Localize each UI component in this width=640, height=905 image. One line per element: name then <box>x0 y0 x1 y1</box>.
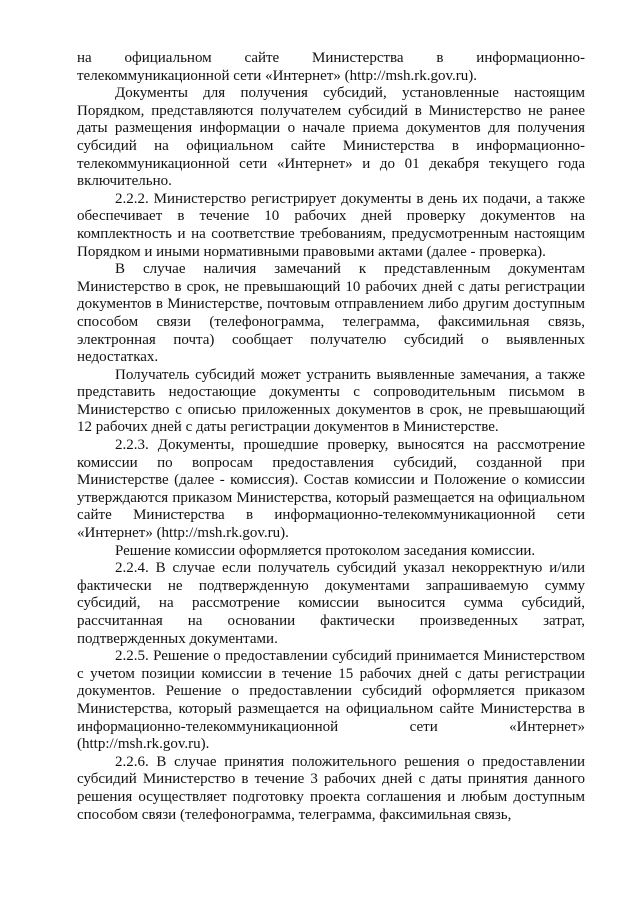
paragraph-2-2-5: 2.2.5. Решение о предоставлении субсидий принимается Министерством с учетом позиции комиссии в течение 15 рабочих дней с даты регистрации документов. Решение о предоставлении субсидий оформляется приказом Министерства, который размещается на официальном сайте Министерства в информационно-телекоммуникационной сети «Интернет» (http://msh.rk.gov.ru). <box>77 648 585 753</box>
paragraph-remarks: В случае наличия замечаний к представленным документам Министерство в срок, не превышающий 10 рабочих дней с даты регистрации документов в Министерстве, почтовым отправлением либо другим доступным способом связи (телефонограмма, телеграмма, факсимильная связь, электронная почта) сообщает получателю субсидий о выявленных недостатках. <box>77 261 585 366</box>
paragraph-continuation: на официальном сайте Министерства в информационно-телекоммуникационной сети «Интернет» (http://msh.rk.gov.ru). <box>77 50 585 84</box>
document-body <box>77 50 585 824</box>
paragraph-2-2-4: 2.2.4. В случае если получатель субсидий указал некорректную и/или фактически не подтвержденную документами запрашиваемую сумму субсидий, на рассмотрение комиссии выносится сумма субсидий, рассчитанная на основании фактически произведенных затрат, подтвержденных документами. <box>77 560 585 647</box>
paragraph-corrections: Получатель субсидий может устранить выявленные замечания, а также представить недостающие документы с сопроводительным письмом в Министерство с описью приложенных документов в срок, не превышающий 12 рабочих дней с даты регистрации документов в Министерстве. <box>77 366 585 436</box>
paragraph-commission-protocol: Решение комиссии оформляется протоколом заседания комиссии. <box>115 542 536 559</box>
paragraph-submission-deadline: Документы для получения субсидий, установленные настоящим Порядком, представляются получателем субсидий в Министерство не ранее даты размещения информации о начале приема документов для получения субсидий на официальном сайте Министерства в информационно-телекоммуникационной сети «Интернет» и до 01 декабря текущего года включительно. <box>77 85 585 190</box>
paragraph-2-2-6: 2.2.6. В случае принятия положительного решения о предоставлении субсидий Министерство в течение 3 рабочих дней с даты принятия данного решения осуществляет подготовку проекта соглашения и любым доступным способом связи (телефонограмма, телеграмма, факсимильная связь, <box>77 753 585 823</box>
paragraph-2-2-2: 2.2.2. Министерство регистрирует документы в день их подачи, а также обеспечивает в течение 10 рабочих дней проверку документов на комплектность и на соответствие требованиям, предусмотренным настоящим Порядком и иными нормативными правовыми актами (далее - проверка). <box>77 190 585 260</box>
paragraph-2-2-3: 2.2.3. Документы, прошедшие проверку, выносятся на рассмотрение комиссии по вопросам предоставления субсидий, созданной при Министерстве (далее - комиссия). Состав комиссии и Положение о комиссии утверждаются приказом Министерства, который размещается на официальном сайте Министерства в информационно-телекоммуникационной сети «Интернет» (http://msh.rk.gov.ru). <box>77 437 585 542</box>
